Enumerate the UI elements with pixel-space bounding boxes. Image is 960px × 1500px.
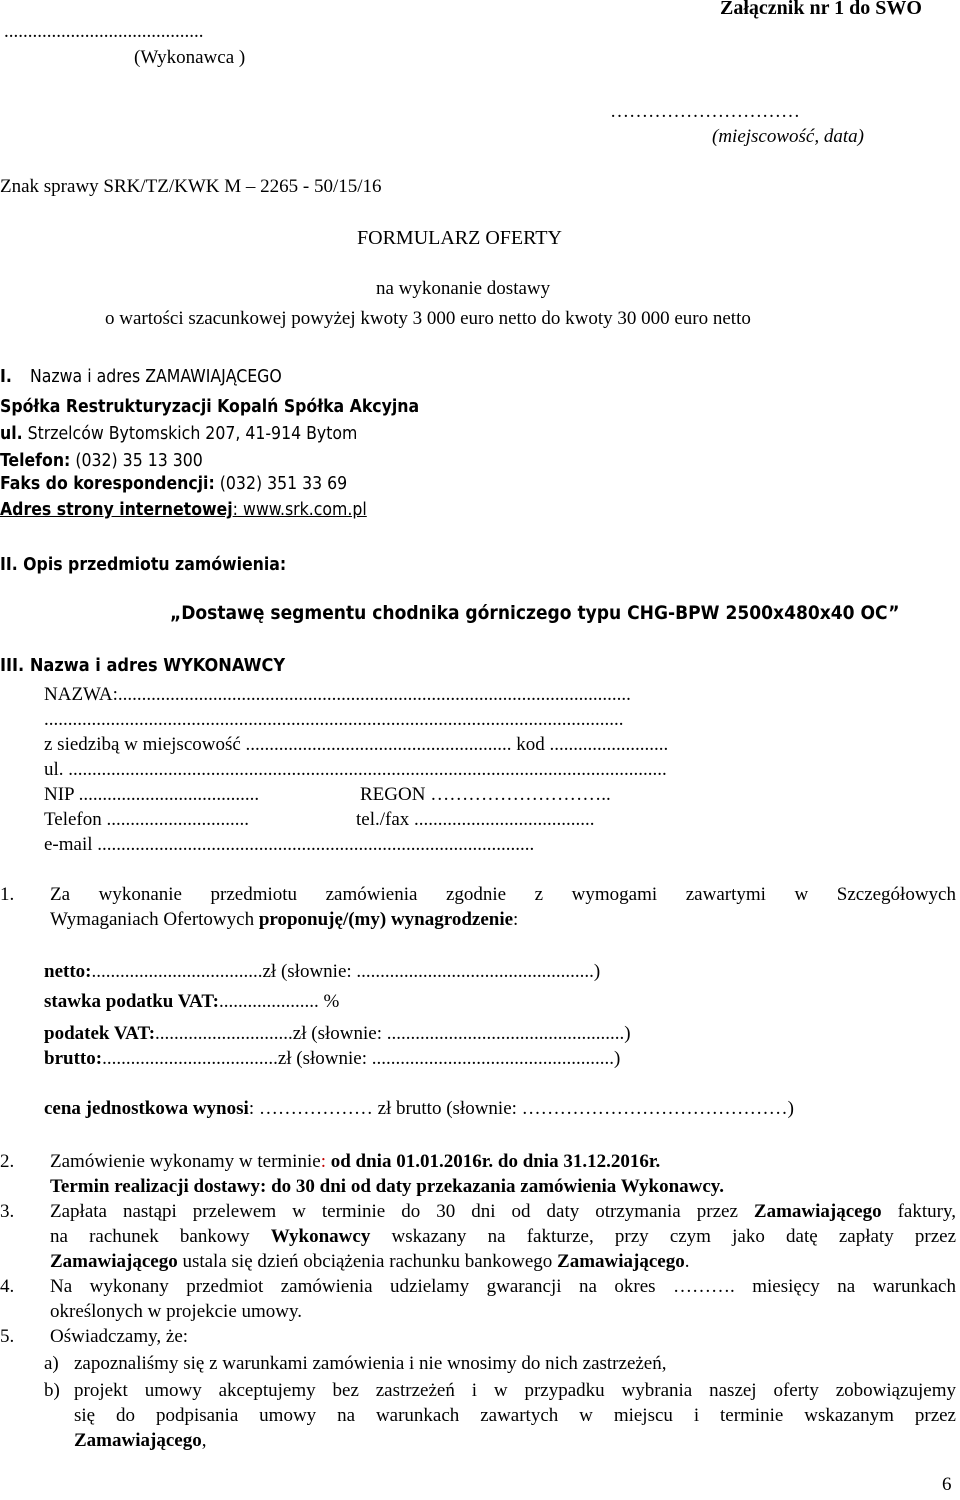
order-subject: „Dostawę segmentu chodnika górniczego typu CHG-BPW 2500x480x40 OC” — [170, 602, 900, 624]
buyer-street — [0, 424, 357, 444]
contractor-label: (Wykonawca ) — [134, 47, 246, 68]
buyer-fax-value: (032) 351 33 69 — [214, 474, 348, 494]
item-4-line-2: określonych w projekcie umowy. — [50, 1301, 303, 1322]
case-number-line — [0, 176, 382, 198]
item-5-text: Oświadczamy, że: — [50, 1326, 189, 1347]
contractor-nip-field[interactable]: NIP ...................................... — [44, 784, 260, 805]
buyer-fax-label: Faks do korespondencji: — [0, 474, 215, 494]
buyer-company: Spółka Restrukturyzacji Kopalń Spółka Akcyjna — [0, 397, 420, 417]
netto-line[interactable] — [44, 961, 600, 983]
item-5b-label: b) — [44, 1380, 60, 1401]
item-2-number: 2. — [0, 1151, 15, 1172]
item-3-number: 3. — [0, 1201, 15, 1222]
buyer-website-colon: : — [232, 500, 238, 520]
item-5b-line-3 — [74, 1430, 206, 1452]
brutto-field[interactable]: .....................................zł (słownie: ...................................................) — [102, 1048, 621, 1069]
buyer-street-prefix: ul. — [0, 424, 23, 444]
item-2-lead: Zamówienie wykonamy w terminie — [50, 1151, 321, 1172]
section-1-heading — [0, 367, 12, 387]
contractor-phone-field[interactable]: Telefon .............................. — [44, 809, 250, 830]
section-1-number: I. — [0, 367, 12, 387]
contractor-name-continuation[interactable]: .......................................................................................................................... — [44, 709, 624, 730]
buyer-phone — [0, 451, 203, 471]
brutto-label: brutto: — [44, 1048, 103, 1069]
form-title: FORMULARZ OFERTY — [357, 227, 562, 249]
place-date-label: (miejscowość, data) — [712, 126, 864, 147]
page-number: 6 — [942, 1474, 952, 1495]
item-3-l2a: na rachunek bankowy — [50, 1226, 271, 1247]
item-3-l3b: ustala się dzień obciążenia rachunku bankowego — [177, 1251, 558, 1272]
item-3-l1c: faktury, — [881, 1201, 956, 1222]
item-2-dates: od dnia 01.01.2016r. do dnia 31.12.2016r. — [325, 1151, 661, 1172]
section-2-heading: II. Opis przedmiotu zamówienia: — [0, 555, 287, 575]
buyer-phone-label: Telefon: — [0, 451, 71, 471]
case-prefix: Znak sprawy — [0, 176, 104, 197]
item-5-number: 5. — [0, 1326, 15, 1347]
contractor-regon-field[interactable]: REGON ……………………….. — [360, 784, 611, 805]
buyer-website — [0, 500, 367, 520]
vat-rate-field[interactable]: ..................... % — [218, 991, 340, 1012]
item-1-text-line-2 — [50, 909, 518, 931]
item-2-text — [50, 1151, 660, 1173]
vat-rate-line[interactable] — [44, 991, 339, 1013]
vat-rate-label: stawka podatku VAT: — [44, 991, 219, 1012]
contractor-dots: .......................................... — [4, 21, 204, 42]
item-5b-line-1: projekt umowy akceptujemy bez zastrzeżeń i w przypadku wybrania naszej oferty zobowiązujemy — [74, 1380, 956, 1401]
vat-label: podatek VAT: — [44, 1023, 156, 1044]
section-1-title: Nazwa i adres ZAMAWIAJĄCEGO — [30, 367, 282, 387]
item-3-line-3 — [50, 1251, 689, 1273]
item-3-l2b: Wykonawcy — [270, 1226, 371, 1247]
item-1-text-b: Wymaganiach Ofertowych — [50, 909, 259, 930]
contractor-seat-field[interactable]: z siedzibą w miejscowość ........................................................ kod ......................... — [44, 734, 669, 755]
unit-price-label: cena jednostkowa wynosi — [44, 1098, 249, 1119]
attachment-label: Załącznik nr 1 do SWO — [720, 0, 922, 19]
item-3-l3d: . — [684, 1251, 690, 1272]
buyer-website-label: Adres strony internetowej — [0, 500, 233, 520]
title-line-1: na wykonanie dostawy — [376, 278, 551, 299]
item-5a-text: zapoznaliśmy się z warunkami zamówienia i nie wnosimy do nich zastrzeżeń, — [74, 1353, 667, 1374]
item-4-line-1: Na wykonany przedmiot zamówienia udzielamy gwarancji na okres ………. miesięcy na warunkach — [50, 1276, 956, 1297]
item-2-colon: : — [320, 1151, 326, 1172]
place-date-dots: ………………………… — [610, 101, 800, 122]
contractor-email-field[interactable]: e-mail ............................................................................................ — [44, 834, 535, 855]
vat-line[interactable] — [44, 1023, 631, 1045]
item-3-line-2 — [50, 1226, 956, 1248]
item-1-number: 1. — [0, 884, 15, 905]
case-number: SRK/TZ/KWK M – 2265 - 50/15/16 — [103, 176, 382, 197]
item-3-l1a: Zapłata nastąpi przelewem w terminie do 30 dni od daty otrzymania przez — [50, 1201, 754, 1222]
item-5a-label: a) — [44, 1353, 59, 1374]
contractor-fax-field[interactable]: tel./fax ...................................... — [356, 809, 595, 830]
unit-price-field[interactable]: : ……………… zł brutto (słownie: ……………………………………) — [248, 1098, 794, 1119]
vat-field[interactable]: .............................zł (słownie: ..................................................) — [155, 1023, 631, 1044]
item-1-text-bold: proponuję/(my) wynagrodzenie — [258, 909, 514, 930]
item-3-l2c: wskazany na fakturze, przy czym jako datę zapłaty przez — [370, 1226, 957, 1247]
item-1-text-line-1: Za wykonanie przedmiotu zamówienia zgodnie z wymogami zawartymi w Szczegółowych — [50, 884, 956, 905]
netto-field[interactable]: ....................................zł (słownie: ..................................................) — [91, 961, 601, 982]
buyer-street-value: Strzelców Bytomskich 207, 41-914 Bytom — [22, 424, 358, 444]
item-3-line-1 — [50, 1201, 956, 1223]
contractor-street-field[interactable]: ul. .............................................................................................................................. — [44, 759, 667, 780]
item-4-number: 4. — [0, 1276, 15, 1297]
item-3-l3c: Zamawiającego — [557, 1251, 685, 1272]
contractor-name-field[interactable]: NAZWA:............................................................................................................ — [44, 684, 631, 705]
buyer-website-link[interactable]: www.srk.com.pl — [237, 500, 367, 520]
item-5b-end: , — [201, 1430, 207, 1451]
item-5b-line-2: się do podpisania umowy na warunkach zawartych w miejscu i terminie wskazanym przez — [74, 1405, 956, 1426]
item-1-text-end: : — [513, 909, 519, 930]
buyer-fax — [0, 474, 347, 494]
item-2-delivery-term: Termin realizacji dostawy: do 30 dni od daty przekazania zamówienia Wykonawcy. — [50, 1176, 724, 1197]
brutto-line[interactable] — [44, 1048, 620, 1070]
unit-price-line[interactable] — [44, 1098, 794, 1120]
item-3-l1b: Zamawiającego — [753, 1201, 882, 1222]
item-5b-buyer: Zamawiającego — [74, 1430, 202, 1451]
item-3-l3a: Zamawiającego — [50, 1251, 178, 1272]
buyer-phone-value: (032) 35 13 300 — [70, 451, 203, 471]
netto-label: netto: — [44, 961, 92, 982]
title-line-2: o wartości szacunkowej powyżej kwoty 3 000 euro netto do kwoty 30 000 euro netto — [105, 308, 751, 329]
section-3-heading: III. Nazwa i adres WYKONAWCY — [0, 655, 286, 676]
